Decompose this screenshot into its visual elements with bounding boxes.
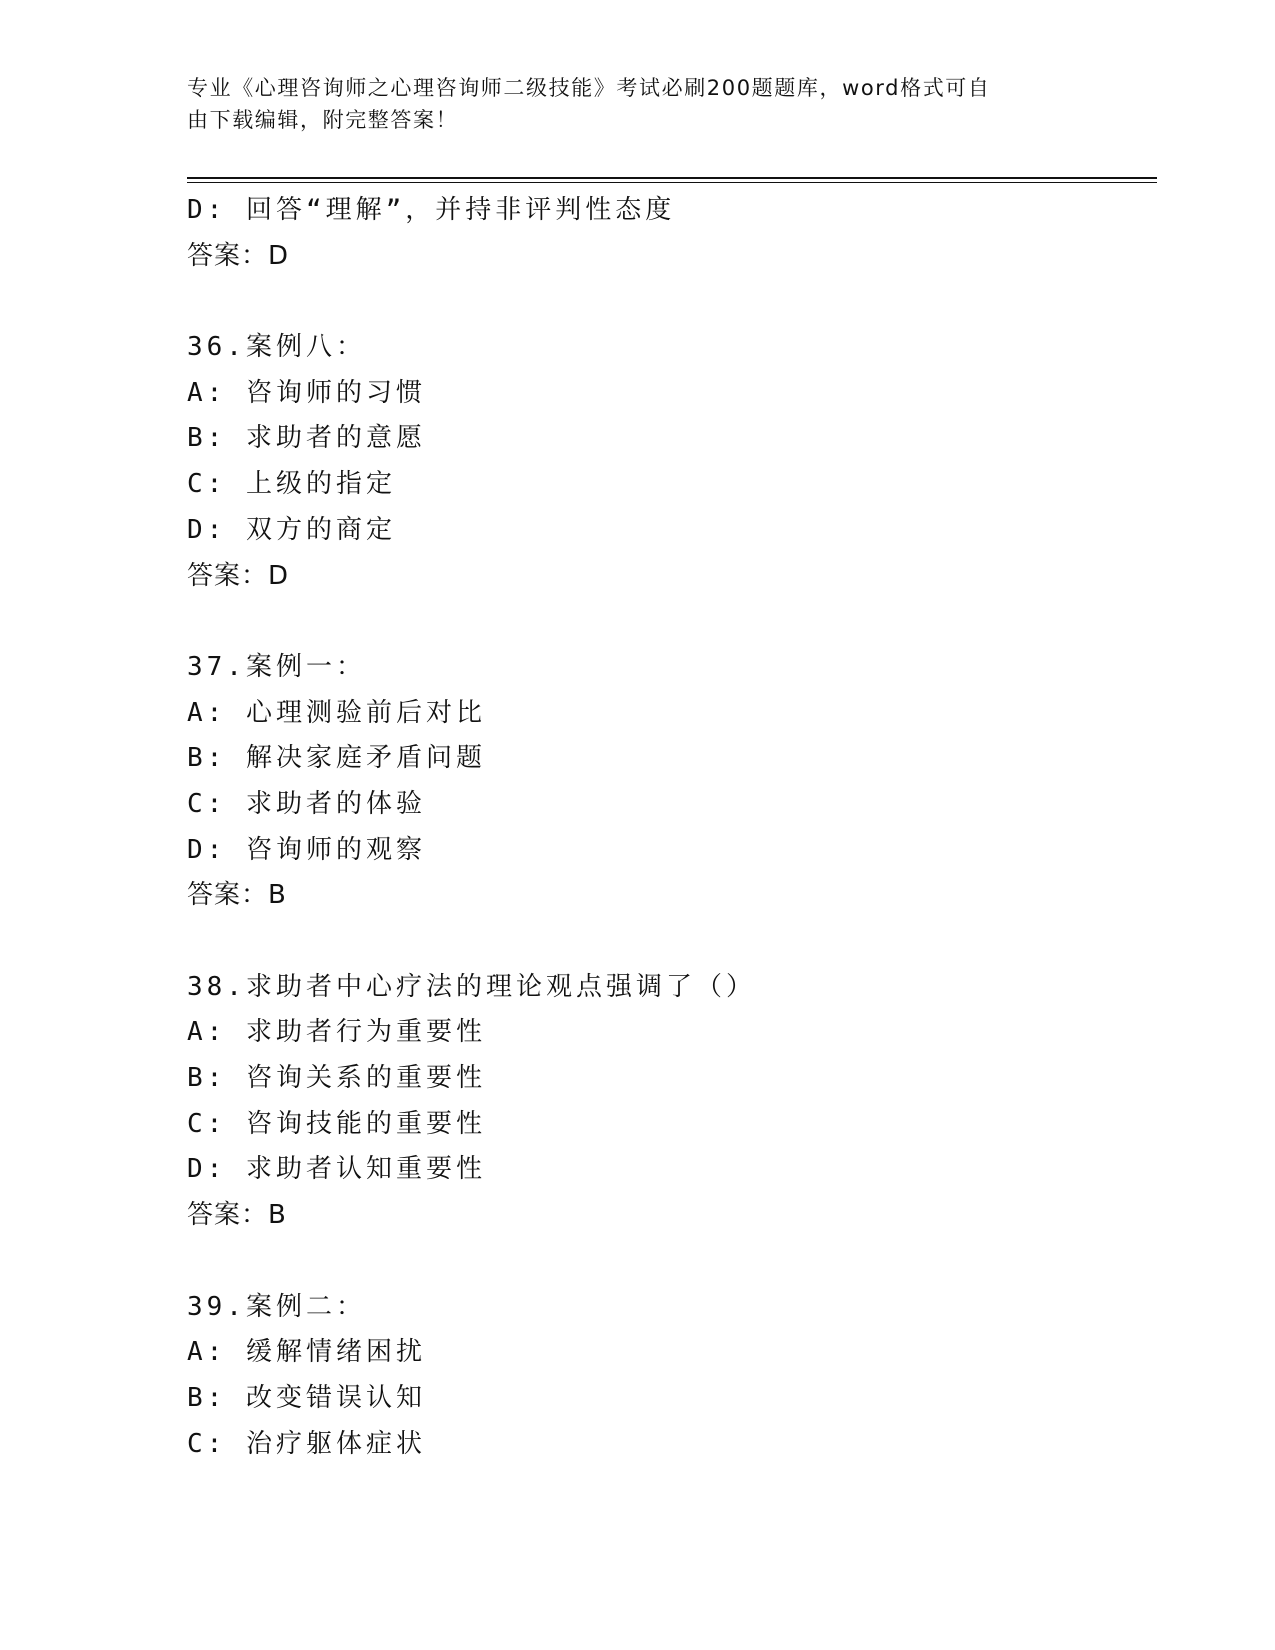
option-text: B: 求助者的意愿 (187, 423, 426, 454)
header-line-1: 专业《心理咨询师之心理咨询师二级技能》考试必刷200题题库，word格式可自 (187, 76, 991, 100)
header-divider-thick (187, 177, 1157, 179)
option-text: D: 双方的商定 (187, 514, 396, 545)
option-text: A: 心理测验前后对比 (187, 697, 486, 728)
option-text: A: 求助者行为重要性 (187, 1017, 486, 1048)
header-line-2: 由下载编辑，附完整答案！ (187, 108, 459, 132)
answer-text: 答案：D (187, 560, 290, 591)
answer-text: 答案：B (187, 880, 287, 911)
option-text: C: 上级的指定 (187, 469, 396, 500)
option-text: C: 咨询技能的重要性 (187, 1108, 486, 1139)
question-list (187, 188, 1157, 1467)
option-text: D: 回答“理解”，并持非评判性态度 (187, 195, 676, 225)
document-header (187, 72, 1067, 136)
spacer (187, 919, 1157, 965)
option-text: A: 咨询师的习惯 (187, 377, 426, 408)
option-text: A: 缓解情绪困扰 (187, 1337, 426, 1368)
option-text: D: 咨询师的观察 (187, 834, 426, 865)
option-text: B: 解决家庭矛盾问题 (187, 743, 486, 774)
header-divider-thin (187, 182, 1157, 183)
option-text: C: 求助者的体验 (187, 788, 426, 819)
question-text: 38.求助者中心疗法的理论观点强调了（） (187, 971, 756, 1002)
spacer (187, 599, 1157, 645)
question-text: 39.案例二： (187, 1291, 366, 1322)
spacer (187, 279, 1157, 325)
option-text: B: 改变错误认知 (187, 1382, 426, 1413)
option-text: B: 咨询关系的重要性 (187, 1063, 486, 1094)
option-text: C: 治疗躯体症状 (187, 1428, 426, 1459)
question-text: 36.案例八： (187, 332, 366, 363)
question-text: 37.案例一： (187, 651, 366, 682)
spacer (187, 1239, 1157, 1285)
answer-text: 答案：B (187, 1200, 287, 1231)
option-text: D: 求助者认知重要性 (187, 1154, 486, 1185)
answer-text: 答案：D (187, 240, 290, 271)
